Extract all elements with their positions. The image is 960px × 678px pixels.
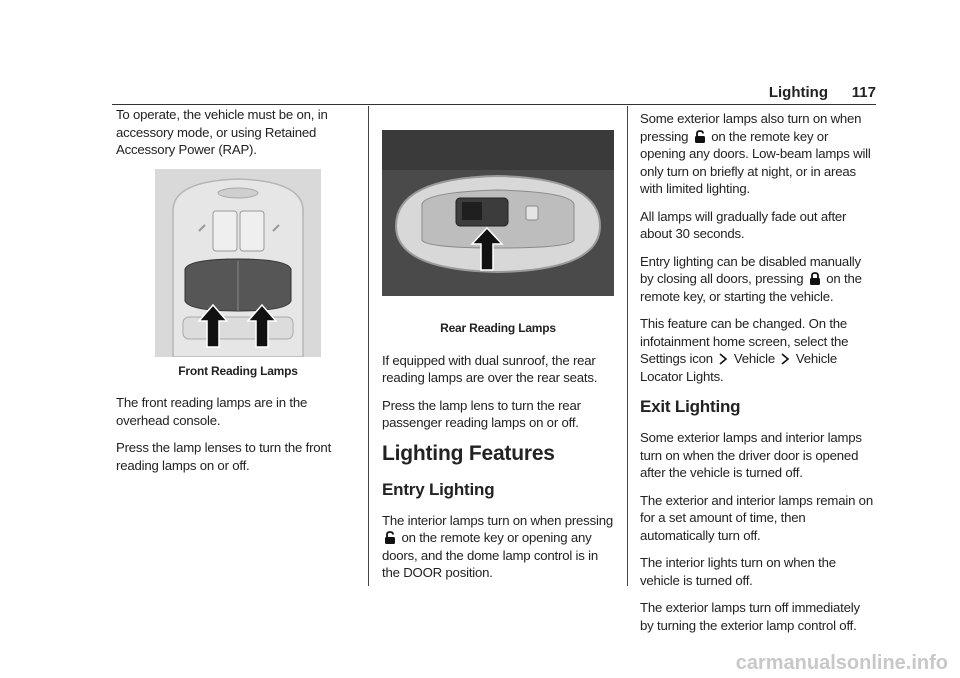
text-run: Vehicle (733, 351, 775, 366)
paragraph: If equipped with dual sunroof, the rear reading lamps are over the rear seats. (382, 352, 598, 385)
column-middle (382, 114, 614, 592)
rear-reading-lamps-figure (382, 130, 614, 296)
text-run: on the remote key, or starting the vehicle. (640, 271, 862, 304)
rear-reading-lamps-illustration (382, 130, 614, 296)
paragraph: All lamps will gradually fade out after about 30 seconds. (640, 208, 847, 241)
figure-caption: Front Reading Lamps (178, 363, 298, 378)
footer (0, 652, 960, 678)
paragraph: Press the lamp lenses to turn the front reading lamps on or off. (116, 440, 332, 473)
text-run: Vehicle Locator Lights. (640, 351, 838, 384)
watermark: carmanualsonline.info (735, 652, 948, 674)
paragraph: The exterior and interior lamps remain on for a set amount of time, then automatically turn off. (640, 492, 873, 543)
paragraph (640, 110, 876, 198)
text-run: Entry lighting can be disabled manually by closing all doors, pressing (640, 253, 861, 286)
paragraph (640, 253, 876, 306)
front-reading-lamps-figure (155, 169, 321, 357)
paragraph: Press the lamp lens to turn the rear passenger reading lamps on or off. (382, 397, 581, 430)
paragraph (640, 315, 876, 385)
front-reading-lamps-illustration (155, 169, 321, 357)
column-divider (368, 106, 369, 586)
subsection-heading: Entry Lighting (382, 479, 495, 499)
paragraph (382, 512, 614, 582)
paragraph: The exterior lamps turn off immediately by turning the exterior lamp control off. (640, 600, 860, 633)
unlock-icon (694, 130, 706, 143)
section-title: Lighting (768, 84, 828, 101)
page-number: 117 (851, 84, 876, 101)
page-header (112, 84, 876, 105)
text-run: on the remote key or opening any doors, and the dome lamp control is in the DOOR position. (382, 530, 598, 580)
column-left (116, 106, 360, 484)
chevron-right-icon (718, 353, 728, 365)
paragraph: Some exterior lamps and interior lamps turn on when the driver door is opened after the vehicle is turned off. (640, 430, 862, 480)
intro-paragraph: To operate, the vehicle must be on, in accessory mode, or using Retained Accessory Power (RAP). (116, 107, 328, 157)
figure-caption: Rear Reading Lamps (440, 321, 556, 335)
unlock-icon (384, 531, 396, 544)
subsection-heading: Exit Lighting (640, 397, 741, 416)
column-divider (627, 106, 628, 586)
chevron-right-icon (780, 353, 790, 365)
section-heading: Lighting Features (382, 441, 555, 465)
lock-icon (809, 272, 821, 285)
paragraph: The front reading lamps are in the overhead console. (116, 395, 308, 428)
text-run: on the remote key or opening any doors. Low-beam lamps will only turn on briefly at night, or in areas with limited lighting. (640, 128, 871, 196)
paragraph: The interior lights turn on when the vehicle is turned off. (640, 555, 836, 588)
text-run: Some exterior lamps also turn on when pressing (640, 111, 862, 144)
text-run: The interior lamps turn on when pressing (382, 512, 613, 528)
text-run: This feature can be changed. On the infotainment home screen, select the Settings icon (640, 316, 849, 366)
column-right (640, 110, 876, 644)
